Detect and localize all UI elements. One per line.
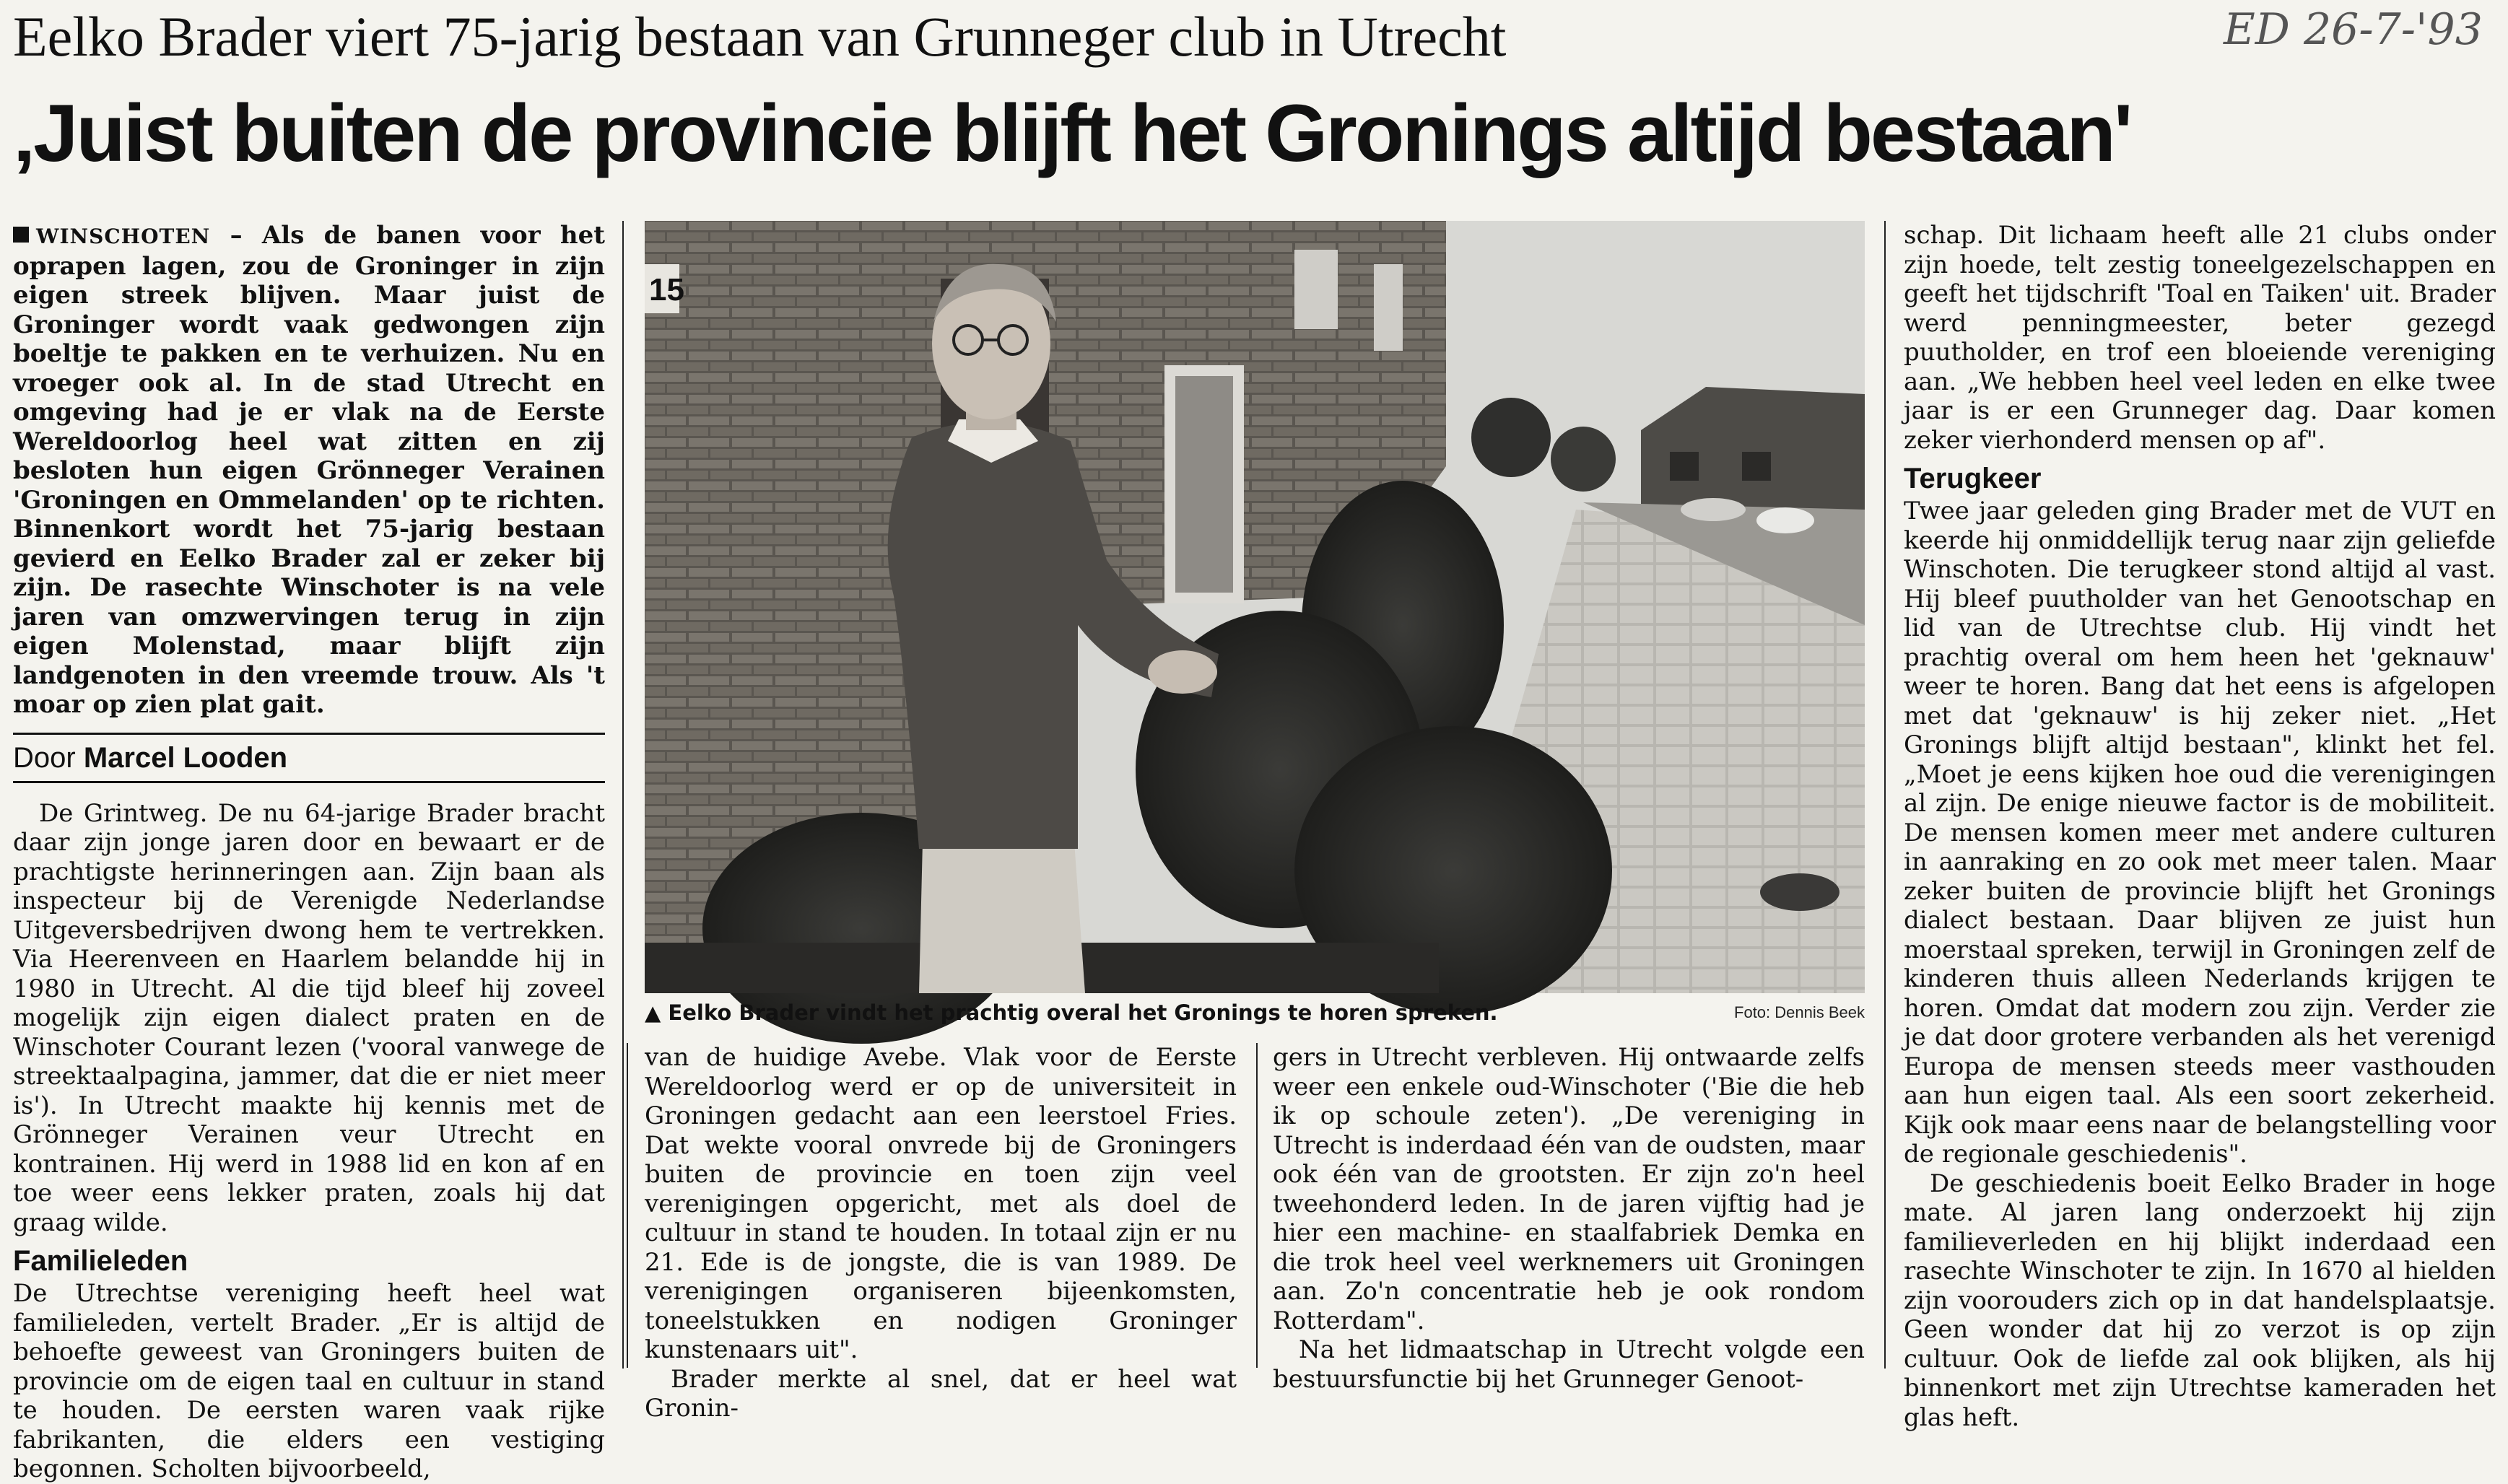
photo: [645, 221, 1865, 993]
body-paragraph: De geschiedenis boeit Eelko Brader in hoge mate. Al jaren lang onderzoekt hij zijn familieverleden en hij blijkt inderdaad een rasechte Winschoter te zijn. In 1670 al hielden zijn voorouders zich op in dat handelsplaatsje. Geen wonder dat hij zo verzot is op zijn cultuur. Ook de liefde zal ook blijken, als hij binnenkort met zijn Utrechtse kameraden het glas heft.: [1904, 1169, 2496, 1432]
body-paragraph: De Grintweg. De nu 64-jarige Brader bracht daar zijn jonge jaren door en bewaart er de prachtigste herinneringen aan. Zijn baan als inspecteur bij de Verenigde Nederlandse Uitgeversbedrijven dwong hem te vertrekken. Via Heerenveen en Haarlem belandde hij in 1980 in Utrecht. Al die tijd bleef hij zoveel mogelijk zijn eigen dialect praten en de Winschoter Courant lezen ('vooral vanwege de streektaalpagina, jammer, dat die er niet meer is'). In Utrecht maakte hij kennis met de Grönneger Verainen veur Utrecht en kontrainen. Hij werd in 1988 lid en kon af en toe weer eens lekker praten, zoals hij dat graag wilde.: [13, 798, 605, 1237]
column-rule: [627, 1043, 628, 1368]
body-paragraph: De Utrechtse vereniging heeft heel wat familieleden, vertelt Brader. „Er is altijd de behoefte geweest van Groningers buiten de provincie om de eigen taal en cultuur in stand te houden. De eersten waren vaak rijke fabrikanten, die elders een vestiging begonnen. Scholten bijvoorbeeld,: [13, 1279, 605, 1483]
photo-caption: ▲ Eelko Brader vindt het prachtig overal het Gronings te horen spreken.: [645, 1000, 1498, 1025]
subhead-terugkeer: Terugkeer: [1904, 463, 2042, 494]
column-rule: [622, 221, 624, 1369]
kicker-headline: Eelko Brader viert 75-jarig bestaan van Grunneger club in Utrecht: [13, 5, 1507, 68]
body-paragraph: schap. Dit lichaam heeft alle 21 clubs onder zijn hoede, telt zestig toneelgezelschappen en geeft het tijdschrift 'Toal en Taiken' uit. Brader werd penningmeester, beter gezegd puutholder, en trof een bloeiende vereniging aan. „We hebben heel veel leden en elke twee jaar is er een Grunneger dag. Daar komen zeker vierhonderd mensen op af".: [1904, 221, 2496, 455]
body-paragraph: van de huidige Avebe. Vlak voor de Eerste Wereldoorlog werd er op de universiteit in Groningen gedacht aan een leerstoel Fries. Dat wekte vooral onvrede bij de Groningers buiten de provincie en toen zijn veel verenigingen opgericht, met als doel de cultuur in stand te houden. In totaal zijn er nu 21. Ede is de jongste, die is van 1989. De verenigingen organiseren bijeenkomsten, toneelstukken en nodigen Groninger kunstenaars uit".: [645, 1043, 1237, 1364]
byline-prefix: Door: [13, 741, 84, 774]
body-paragraph: Twee jaar geleden ging Brader met de VUT en keerde hij onmiddellijk terug naar zijn geliefde Winschoten. Die terugkeer stond altijd al vast. Hij bleef puutholder van het Genootschap en lid van de Utrechtse club. Hij vindt het prachtig overal om hem heen het 'geknauw' weer te horen. Bang dat het eens is afgelopen met dat 'geknauw' is hij zeker niet. „Het Gronings blijft altijd bestaan", klinkt het fel. „Moet je eens kijken hoe oud die verenigingen al zijn. De enige nieuwe factor is de mobiliteit. De mensen komen meer met andere culturen in aanraking en zo ook met meer talen. Maar zeker buiten de provincie blijft het Gronings dialect bestaan. Daar blijven ze juist hun moerstaal spreken, terwijl in Groningen zelf de kinderen thuis alleen Nederlands krijgen te horen. Omdat dat modern zou zijn. Verder zie je dat door grotere verbanden als het verenigd Europa de mensen steeds meer vasthouden aan hun eigen taal. Als een soort zekerheid. Kijk ook maar eens naar de belangstelling voor de regionale geschiedenis".: [1904, 497, 2496, 1169]
photo-illustration: [645, 221, 1865, 993]
house-number: 15: [649, 272, 684, 307]
subhead-familieleden: Familieleden: [13, 1245, 188, 1277]
column-3: [1273, 1043, 1865, 1394]
column-rule: [1256, 1043, 1258, 1368]
dateline: WINSCHOTEN: [36, 224, 211, 248]
body-paragraph: Brader merkte al snel, dat er heel wat Gronin-: [645, 1364, 1237, 1423]
byline-author: Marcel Looden: [83, 741, 288, 774]
column-2: [645, 1043, 1237, 1423]
lead-text: – Als de banen voor het oprapen lagen, zou de Groninger in zijn eigen streek blijven. Maar juist de Groninger wordt vaak gedwongen zijn boeltje te pakken en te verhuizen. Nu en vroeger ook al. In de stad Utrecht en omgeving had je er vlak na de Eerste Wereldoorlog heel wat zitten en zij besloten hun eigen Grönneger Verainen 'Groningen en Ommelanden' op te richten. Binnenkort wordt het 75-jarig bestaan gevierd en Eelko Brader zal er zeker bij zijn. De rasechte Winschoter is na vele jaren van omzwervingen terug in zijn eigen Molenstad, maar blijft zijn landgenoten in den vreemde trouw. Als 't moar op zien plat gait.: [13, 221, 605, 719]
photo-credit: Foto: Dennis Beek: [1734, 1003, 1865, 1021]
column-rule: [1884, 221, 1886, 1369]
handwritten-date-stamp: ED 26-7-'93: [2224, 4, 2483, 55]
column-1: [13, 221, 605, 1483]
main-headline: ‚Juist buiten de provincie blijft het Gronings altijd bestaan': [13, 88, 2131, 178]
lead-paragraph: [13, 221, 605, 720]
square-bullet-icon: [13, 227, 29, 243]
body-paragraph: Na het lidmaatschap in Utrecht volgde een bestuursfunctie bij het Grunneger Genoot-: [1273, 1335, 1865, 1394]
column-4: [1904, 221, 2496, 1432]
byline: [13, 733, 605, 783]
body-paragraph: gers in Utrecht verbleven. Hij ontwaarde zelfs weer een enkele oud-Winschoter ('Bie die heb ik op schoule zeten'). „De vereniging in Utrecht is inderdaad één van de oudsten, maar ook één van de grootsten. Er zijn zo'n heel tweehonderd leden. In de jaren vijftig had je hier een machine- en staalfabriek Demka en die trok heel veel werknemers uit Groningen aan. Zo'n concentratie heb je ook rondom Rotterdam".: [1273, 1043, 1865, 1335]
